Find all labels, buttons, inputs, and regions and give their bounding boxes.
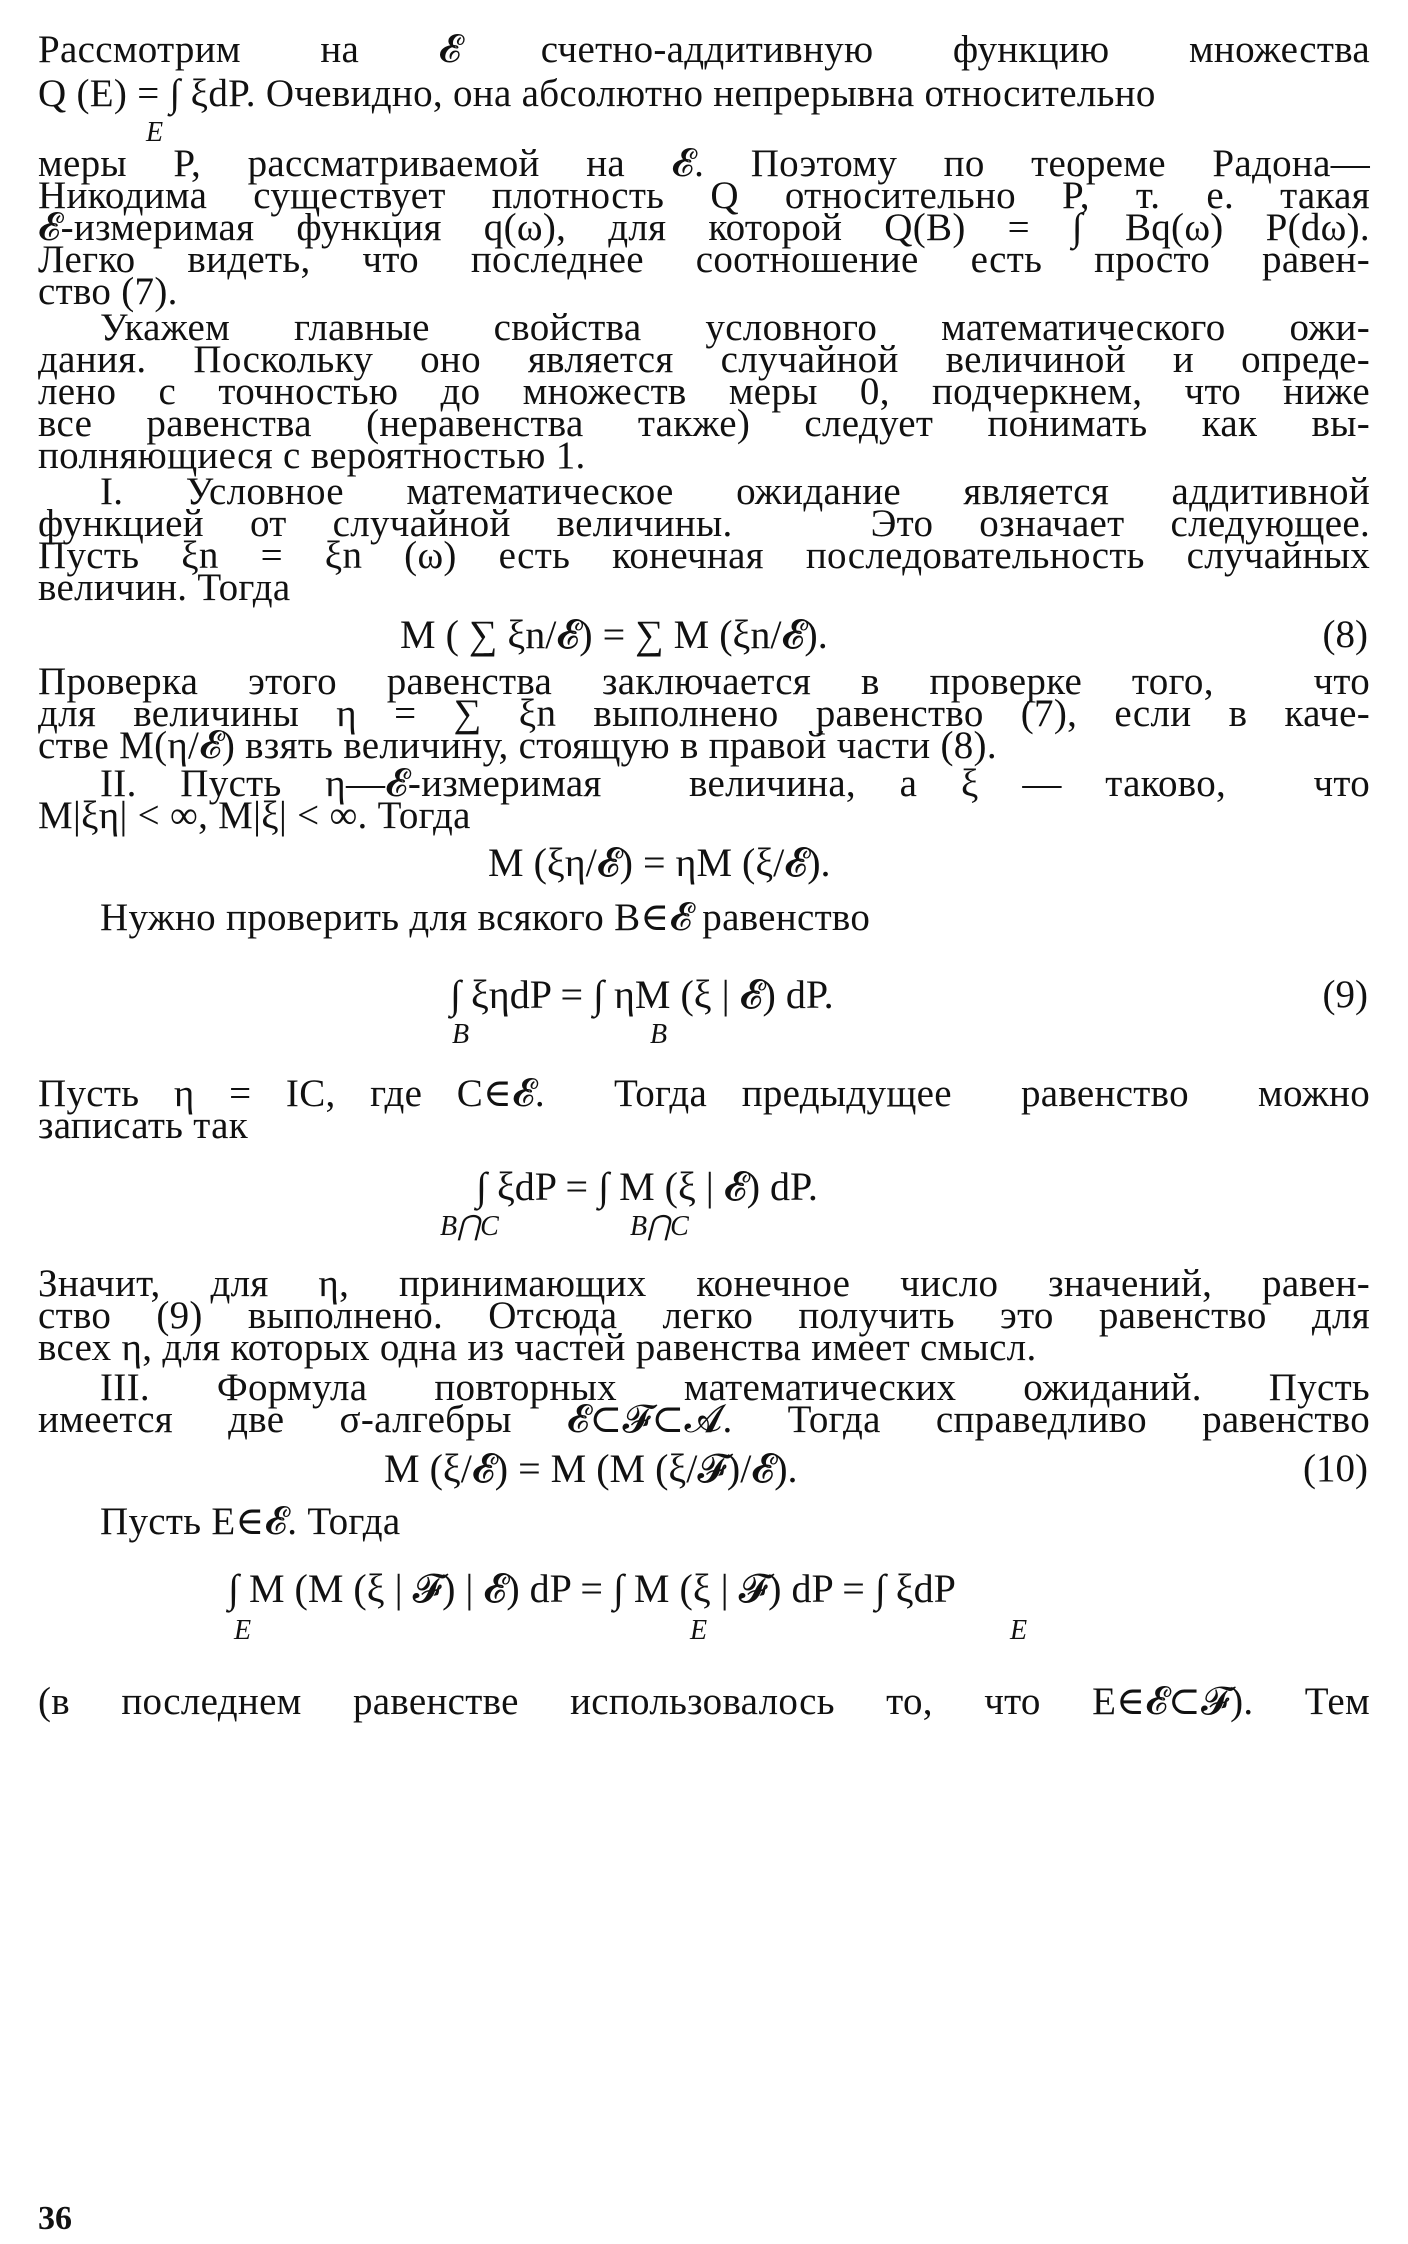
text-line: Пусть η = IC, где C∈𝓔. Тогда предыдущее равенство можно — [38, 1072, 1370, 1115]
text-line: величин. Тогда — [38, 566, 291, 609]
equation-multiplicativity: M (ξη/𝓔) = ηM (ξ/𝓔). — [488, 840, 831, 885]
equation-tower-check: ∫ M (M (ξ | 𝓕) | 𝓔) dP = ∫ M (ξ | 𝓕) dP = ∫ ξdP — [228, 1566, 956, 1611]
integral-subscript: E — [146, 117, 164, 148]
text-line: имеется две σ-алгебры 𝓔⊂𝓕⊂𝓐. Тогда справедливо равенство — [38, 1398, 1370, 1441]
text-line: Q (E) = ∫ ξdP. Очевидно, она абсолютно непрерывна относительно — [38, 72, 1156, 115]
text-line: Никодима существует плотность Q относительно P, т. е. такая — [38, 174, 1370, 217]
integral-subscript: E — [1010, 1615, 1028, 1646]
text-line: Пусть E∈𝓔. Тогда — [100, 1500, 401, 1543]
integral-subscript: B — [650, 1019, 668, 1050]
equation-number: (9) — [1322, 973, 1368, 1016]
integral-subscript: B — [452, 1019, 470, 1050]
text-line: M|ξη| < ∞, M|ξ| < ∞. Тогда — [38, 794, 471, 837]
text-line: полняющиеся с вероятностью 1. — [38, 434, 586, 477]
text-line: стве M(η/𝓔) взять величину, стоящую в правой части (8). — [38, 724, 997, 767]
text-line: (в последнем равенстве использовалось то, что E∈𝓔⊂𝓕). Тем — [38, 1680, 1370, 1723]
equation-number: (10) — [1303, 1447, 1368, 1490]
equation-number: (8) — [1322, 613, 1368, 656]
text-line: III. Формула повторных математических ожиданий. Пусть — [100, 1366, 1370, 1409]
text-line: записать так — [38, 1104, 248, 1147]
integral-subscript: B⋂C — [440, 1211, 499, 1242]
integral-subscript: E — [234, 1615, 252, 1646]
page-number: 36 — [38, 2200, 72, 2237]
text-line: Укажем главные свойства условного математического ожи- — [100, 306, 1370, 349]
text-line: 𝓔-измеримая функция q(ω), для которой Q(B) = ∫ Bq(ω) P(dω). — [38, 206, 1370, 249]
equation-8: M ( ∑ ξn/𝓔) = ∑ M (ξn/𝓔). — [400, 612, 828, 657]
text-line: дания. Поскольку оно является случайной величиной и опреде- — [38, 338, 1370, 381]
equation-9: ∫ ξηdP = ∫ ηM (ξ | 𝓔) dP. — [450, 972, 834, 1017]
integral-subscript: E — [690, 1615, 708, 1646]
text-line: ство (9) выполнено. Отсюда легко получить это равенство для — [38, 1294, 1370, 1337]
text-line: меры P, рассматриваемой на 𝓔. Поэтому по теореме Радона— — [38, 142, 1370, 185]
text-line: Значит, для η, принимающих конечное число значений, равен- — [38, 1262, 1370, 1305]
text-line: функцией от случайной величины. Это означает следующее. — [38, 502, 1370, 545]
text-line: Нужно проверить для всякого B∈𝓔 равенство — [100, 896, 871, 939]
text-line: II. Пусть η—𝓔-измеримая величина, а ξ — таково, что — [100, 762, 1370, 805]
integral-subscript: B⋂C — [630, 1211, 689, 1242]
text-line: всех η, для которых одна из частей равенства имеет смысл. — [38, 1326, 1037, 1369]
text-line: все равенства (неравенства также) следует понимать как вы- — [38, 402, 1370, 445]
text-line: для величины η = ∑ ξn выполнено равенство (7), если в каче- — [38, 692, 1370, 735]
equation-indicator: ∫ ξdP = ∫ M (ξ | 𝓔) dP. — [476, 1164, 818, 1209]
text-line: ство (7). — [38, 270, 178, 313]
text-line: Рассмотрим на 𝓔 счетно-аддитивную функцию множества — [38, 28, 1370, 71]
text-line: лено с точностью до множеств меры 0, подчеркнем, что ниже — [38, 370, 1370, 413]
text-line: Легко видеть, что последнее соотношение есть просто равен- — [38, 238, 1370, 281]
equation-10: M (ξ/𝓔) = M (M (ξ/𝓕)/𝓔). — [384, 1446, 798, 1491]
text-line: Пусть ξn = ξn (ω) есть конечная последовательность случайных — [38, 534, 1370, 577]
text-line: I. Условное математическое ожидание является аддитивной — [100, 470, 1370, 513]
text-line: Проверка этого равенства заключается в проверке того, что — [38, 660, 1370, 703]
